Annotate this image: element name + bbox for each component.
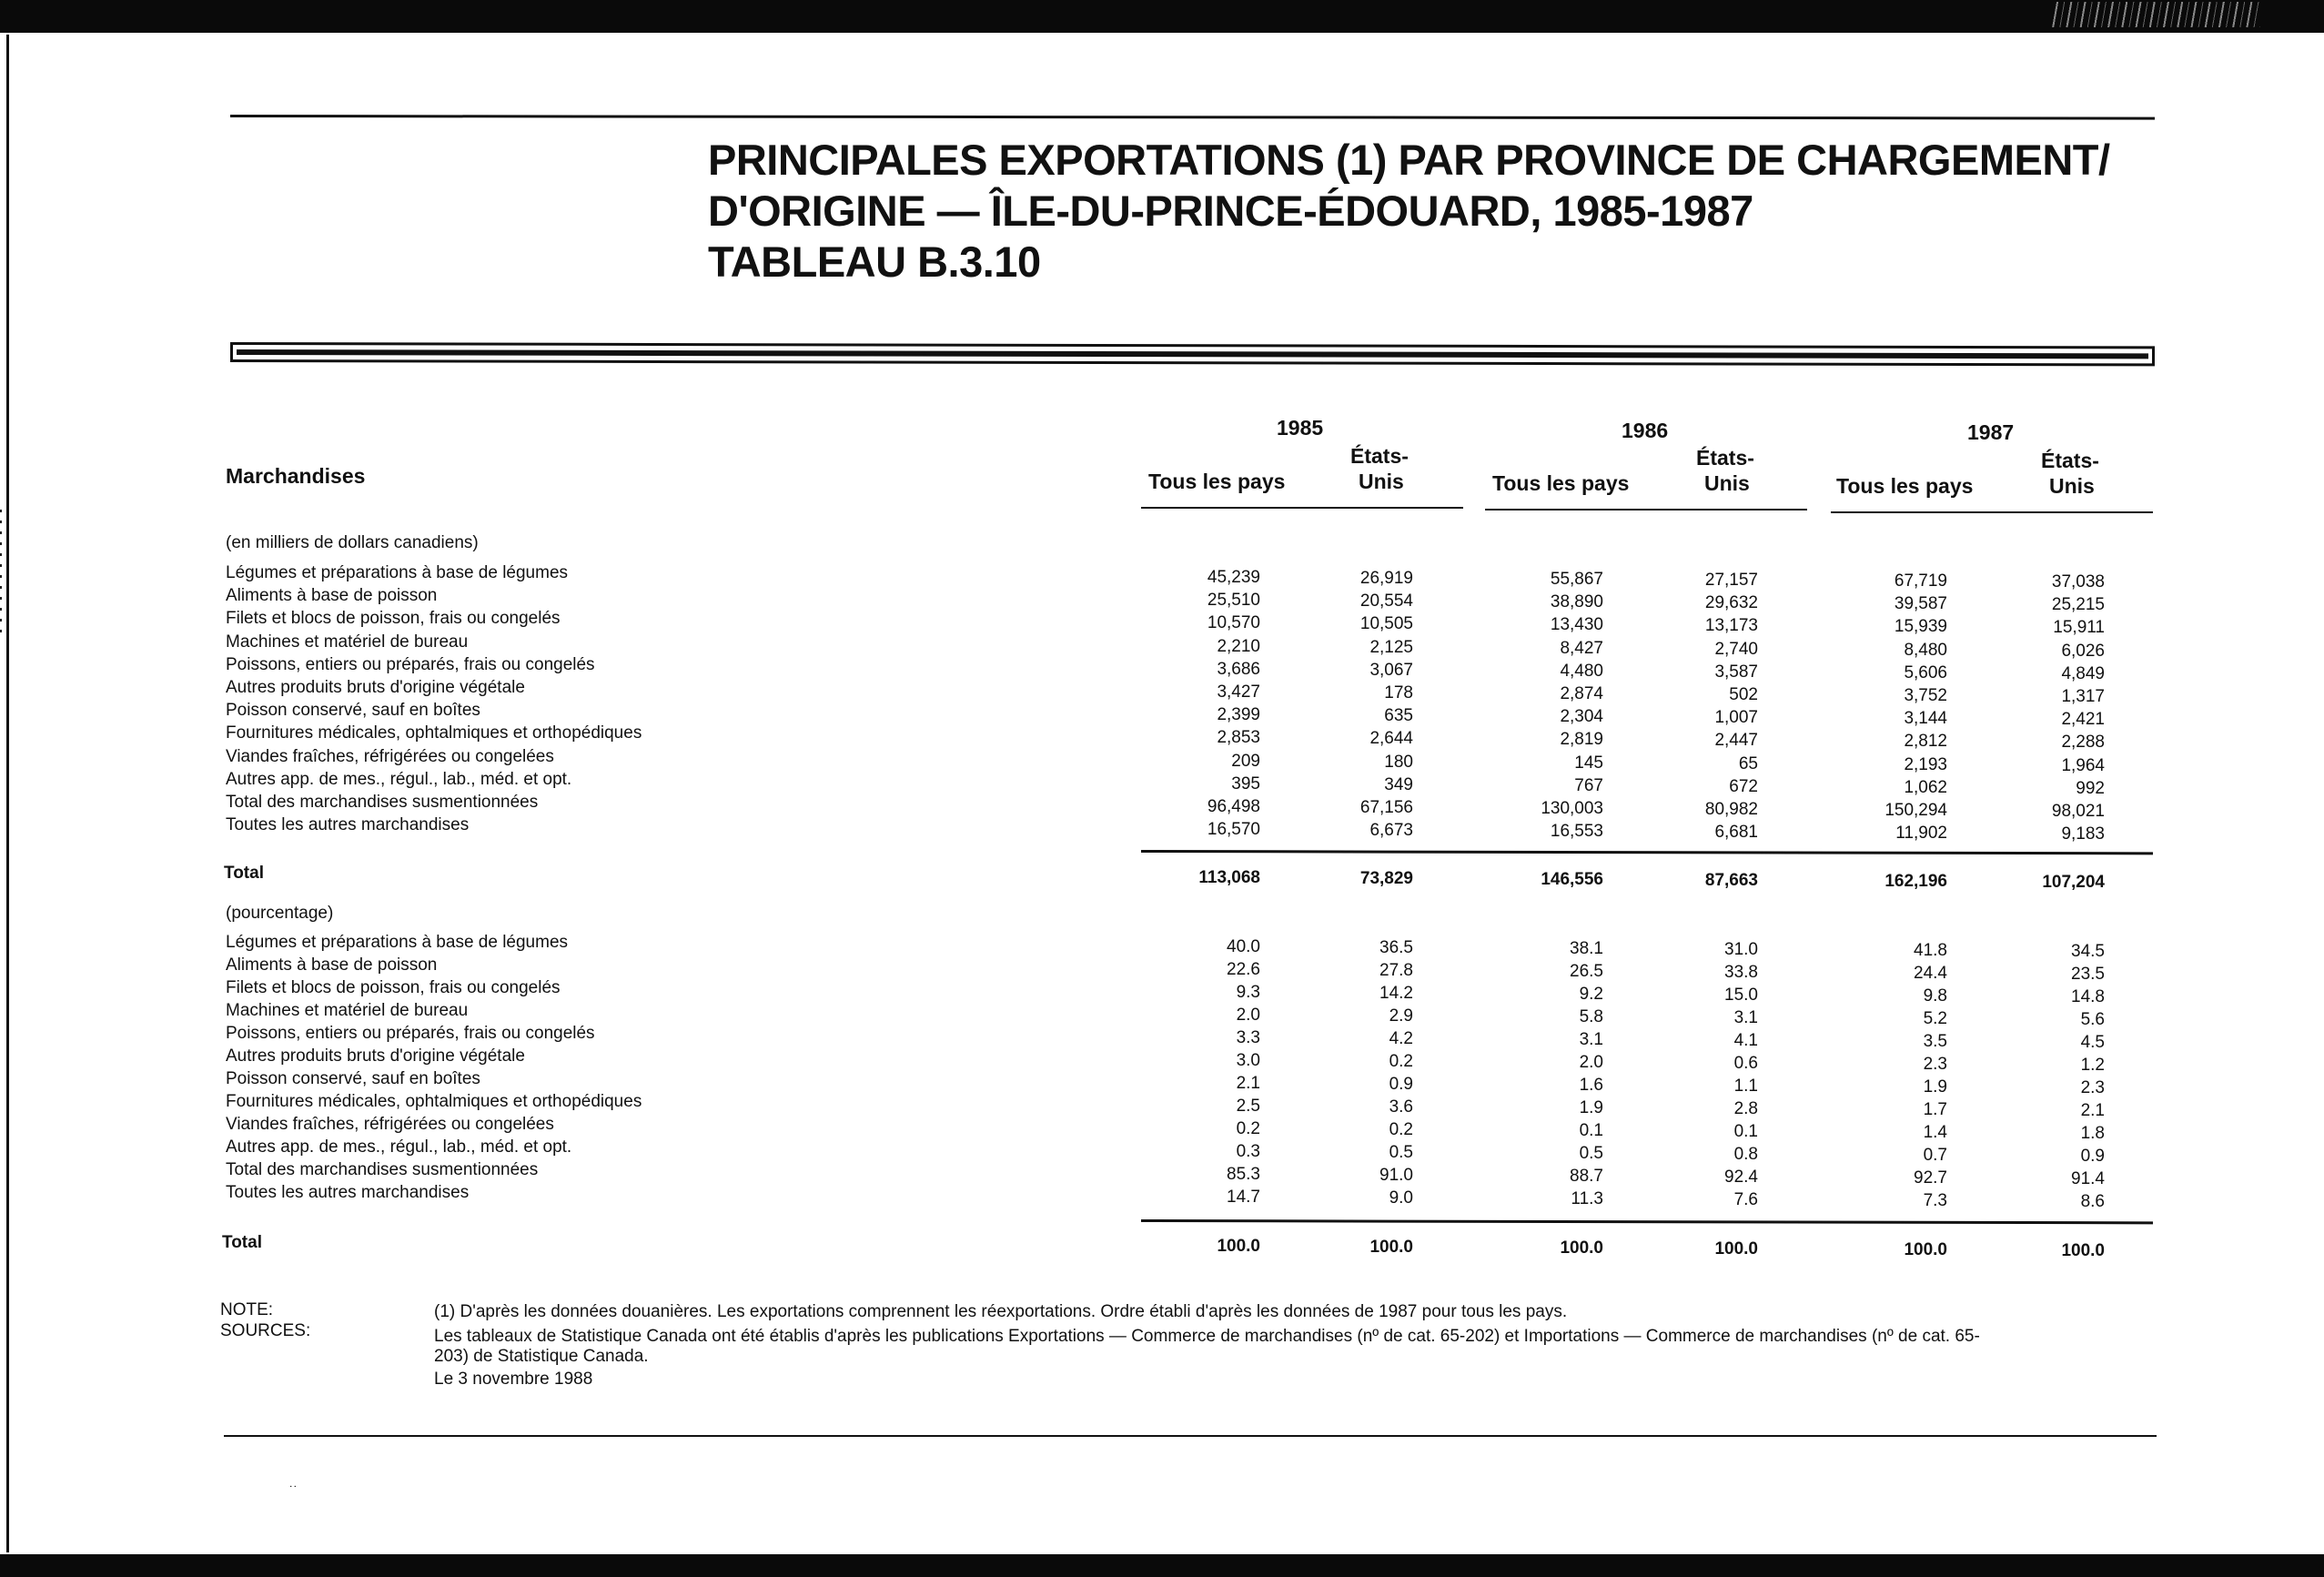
cell-value: 8,480 [1904, 640, 1947, 660]
header-1986-us-2: Unis [1704, 471, 1750, 495]
top-rule [230, 115, 2155, 120]
total-cell: 73,829 [1359, 869, 1413, 888]
values-total-label: Total [224, 864, 264, 883]
cell-value: 25,215 [2051, 595, 2105, 615]
cell-value: 7.3 [1923, 1191, 1947, 1210]
cell-value: 88.7 [1570, 1167, 1603, 1186]
cell-value: 33.8 [1724, 963, 1758, 982]
cell-value: 0.2 [1389, 1120, 1413, 1139]
cell-value: 130,003 [1541, 799, 1603, 818]
cell-value: 180 [1384, 752, 1413, 772]
row-label: Autres produits bruts d'origine végétale [226, 1046, 525, 1066]
bottom-rule [224, 1435, 2157, 1437]
cell-value: 150,294 [1884, 801, 1947, 820]
section-percent-label: (pourcentage) [226, 904, 334, 923]
cell-value: 26,919 [1359, 569, 1413, 588]
total-cell: 113,068 [1198, 868, 1260, 887]
note-label: NOTE: [220, 1300, 274, 1319]
cell-value: 4,480 [1560, 661, 1603, 681]
cell-value: 1.2 [2080, 1056, 2105, 1075]
cell-value: 15,911 [2053, 618, 2105, 638]
cell-value: 3.5 [1923, 1032, 1947, 1051]
cell-value: 14.8 [2071, 987, 2105, 1006]
row-label: Aliments à base de poisson [226, 586, 438, 606]
scan-noise [2051, 2, 2260, 27]
row-label: Aliments à base de poisson [226, 955, 438, 975]
cell-value: 40.0 [1227, 937, 1260, 956]
header-1986-all: Tous les pays [1492, 471, 1630, 495]
heavy-divider-bar [230, 342, 2155, 366]
header-year-1985: 1985 [1277, 416, 1324, 440]
cell-value: 5.2 [1923, 1009, 1947, 1028]
header-1987-all: Tous les pays [1836, 474, 1974, 498]
cell-value: 25,510 [1207, 591, 1260, 611]
cell-value: 145 [1574, 753, 1603, 773]
cell-value: 34.5 [2071, 942, 2105, 961]
cell-value: 349 [1384, 774, 1413, 794]
scan-left-edge [6, 35, 9, 1552]
cell-value: 65 [1738, 753, 1758, 773]
row-label: Machines et matériel de bureau [226, 632, 469, 652]
cell-value: 24.4 [1914, 964, 1947, 983]
cell-value: 2.3 [1923, 1055, 1947, 1074]
cell-value: 26.5 [1570, 962, 1603, 981]
cell-value: 4.2 [1389, 1029, 1413, 1048]
cell-value: 2,447 [1714, 731, 1758, 751]
title-line-2: D'ORIGINE — ÎLE-DU-PRINCE-ÉDOUARD, 1985-1987 [708, 187, 1753, 235]
header-1987-us-2: Unis [2049, 474, 2095, 498]
cell-value: 8.6 [2080, 1192, 2105, 1211]
cell-value: 2,288 [2061, 733, 2105, 753]
cell-value: 13,430 [1550, 615, 1603, 635]
row-label: Viandes fraîches, réfrigérées ou congelées [226, 1115, 554, 1134]
row-label: Machines et matériel de bureau [226, 1001, 469, 1020]
cell-value: 8,427 [1560, 638, 1603, 658]
cell-value: 2.0 [1236, 1006, 1260, 1025]
cell-value: 9.3 [1236, 983, 1260, 1002]
cell-value: 4.1 [1733, 1031, 1758, 1050]
cell-value: 5,606 [1904, 662, 1947, 682]
header-1985-us-1: États- [1350, 444, 1409, 468]
cell-value: 3.1 [1579, 1030, 1603, 1049]
cell-value: 1.9 [1923, 1077, 1947, 1097]
sources-date: Le 3 novembre 1988 [434, 1370, 593, 1389]
underline-1987 [1831, 511, 2153, 513]
cell-value: 3.0 [1236, 1051, 1260, 1070]
cell-value: 23.5 [2071, 965, 2105, 984]
row-label: Filets et blocs de poisson, frais ou congelés [226, 978, 561, 997]
row-label: Viandes fraîches, réfrigérées ou congelées [226, 746, 554, 766]
cell-value: 39,587 [1894, 594, 1947, 614]
scan-speck: ˙˙ [289, 1483, 298, 1498]
cell-value: 178 [1384, 683, 1413, 703]
cell-value: 29,632 [1704, 593, 1758, 613]
document-title [708, 135, 2182, 288]
row-label: Toutes les autres marchandises [226, 1183, 470, 1202]
cell-value: 10,570 [1207, 613, 1260, 633]
cell-value: 1.9 [1579, 1098, 1603, 1117]
cell-value: 1,317 [2061, 687, 2105, 706]
cell-value: 0.7 [1923, 1146, 1947, 1165]
sources-label: SOURCES: [220, 1321, 311, 1340]
percent-total-label: Total [222, 1233, 262, 1252]
row-label: Total des marchandises susmentionnées [226, 1160, 539, 1179]
cell-value: 209 [1231, 751, 1260, 771]
header-year-1986: 1986 [1622, 419, 1669, 442]
underline-1985 [1141, 507, 1463, 509]
cell-value: 6,673 [1369, 821, 1413, 841]
cell-value: 11,902 [1895, 824, 1947, 844]
cell-value: 15.0 [1724, 986, 1758, 1005]
cell-value: 1,964 [2061, 755, 2105, 775]
total-cell: 146,556 [1541, 870, 1603, 889]
cell-value: 3,067 [1369, 660, 1413, 680]
cell-value: 96,498 [1207, 797, 1260, 816]
cell-value: 14.2 [1379, 984, 1413, 1003]
sources-line-2: 203) de Statistique Canada. [434, 1347, 649, 1366]
cell-value: 10,505 [1359, 614, 1413, 634]
cell-value: 3.6 [1389, 1097, 1413, 1117]
cell-value: 45,239 [1207, 568, 1260, 587]
row-label: Fournitures médicales, ophtalmiques et orthopédiques [226, 723, 642, 743]
total-cell: 100.0 [1560, 1238, 1603, 1258]
header-marchandises: Marchandises [226, 464, 366, 488]
cell-value: 9.2 [1579, 985, 1603, 1004]
row-label: Légumes et préparations à base de légumes [226, 563, 569, 582]
total-cell: 100.0 [1369, 1238, 1413, 1257]
cell-value: 11.3 [1571, 1189, 1603, 1208]
section-values-label: (en milliers de dollars canadiens) [226, 533, 479, 552]
cell-value: 1.1 [1733, 1077, 1758, 1096]
cell-value: 0.6 [1733, 1054, 1758, 1073]
cell-value: 2.1 [2080, 1101, 2105, 1120]
cell-value: 2,399 [1217, 705, 1260, 725]
row-label: Filets et blocs de poisson, frais ou congelés [226, 609, 561, 629]
total-cell: 100.0 [1904, 1240, 1947, 1259]
header-year-1987: 1987 [1967, 420, 2015, 444]
cell-value: 13,173 [1704, 616, 1758, 636]
cell-value: 1.4 [1923, 1123, 1947, 1142]
total-cell: 100.0 [2061, 1241, 2105, 1260]
row-label: Toutes les autres marchandises [226, 815, 470, 835]
cell-value: 91.0 [1379, 1166, 1413, 1185]
header-1987-us-1: États- [2041, 449, 2099, 472]
cell-value: 0.3 [1236, 1142, 1260, 1161]
total-rule-percent [1141, 1219, 2153, 1224]
cell-value: 22.6 [1227, 960, 1260, 979]
cell-value: 2,304 [1560, 707, 1603, 727]
cell-value: 0.5 [1389, 1143, 1413, 1162]
header-1985-all: Tous les pays [1148, 470, 1286, 493]
cell-value: 0.5 [1579, 1144, 1603, 1163]
scan-bottom-edge [0, 1554, 2324, 1577]
cell-value: 2.5 [1236, 1097, 1260, 1116]
cell-value: 1,007 [1714, 708, 1758, 728]
cell-value: 2,644 [1369, 729, 1413, 749]
cell-value: 92.7 [1914, 1168, 1947, 1188]
cell-value: 2,210 [1217, 636, 1260, 656]
cell-value: 3,752 [1904, 686, 1947, 705]
cell-value: 502 [1729, 685, 1758, 704]
cell-value: 1.6 [1579, 1076, 1603, 1095]
cell-value: 0.8 [1733, 1145, 1758, 1164]
cell-value: 0.2 [1389, 1052, 1413, 1071]
cell-value: 85.3 [1227, 1165, 1260, 1184]
cell-value: 0.1 [1733, 1122, 1758, 1141]
scan-top-edge [0, 0, 2324, 33]
cell-value: 0.1 [1579, 1121, 1603, 1140]
cell-value: 41.8 [1914, 941, 1947, 960]
sources-line-1: Les tableaux de Statistique Canada ont été établis d'après les publications Exportations — Commerce de marchandises (nº de cat. 65-202) et Importations — Commerce de marchandises (nº de cat. 65- [434, 1327, 1980, 1346]
cell-value: 91.4 [2071, 1169, 2105, 1188]
cell-value: 3,587 [1714, 662, 1758, 682]
cell-value: 3,144 [1904, 709, 1947, 729]
cell-value: 4,849 [2061, 663, 2105, 683]
cell-value: 15,939 [1894, 617, 1947, 637]
cell-value: 2,193 [1904, 754, 1947, 774]
cell-value: 80,982 [1704, 800, 1758, 819]
cell-value: 1.7 [1923, 1100, 1947, 1119]
cell-value: 635 [1384, 706, 1413, 726]
cell-value: 3,427 [1217, 682, 1260, 702]
total-cell: 107,204 [2042, 873, 2105, 892]
underline-1986 [1485, 509, 1807, 511]
row-label: Poisson conservé, sauf en boîtes [226, 701, 480, 721]
cell-value: 2,421 [2061, 710, 2105, 730]
cell-value: 9.8 [1923, 986, 1947, 1006]
header-1985-us-2: Unis [1359, 470, 1404, 493]
cell-value: 67,719 [1894, 571, 1947, 591]
cell-value: 2.1 [1236, 1074, 1260, 1093]
cell-value: 395 [1231, 773, 1260, 794]
row-label: Autres app. de mes., régul., lab., méd. et opt. [226, 1137, 572, 1157]
total-cell: 162,196 [1884, 872, 1947, 891]
cell-value: 6,026 [2061, 641, 2105, 661]
cell-value: 36.5 [1379, 938, 1413, 957]
cell-value: 27.8 [1379, 961, 1413, 980]
cell-value: 0.2 [1236, 1119, 1260, 1138]
cell-value: 92.4 [1724, 1168, 1758, 1187]
cell-value: 2.8 [1733, 1099, 1758, 1118]
cell-value: 9.0 [1389, 1188, 1413, 1208]
cell-value: 55,867 [1550, 570, 1603, 589]
note-text: (1) D'après les données douanières. Les exportations comprennent les réexportations. Ordre établi d'après les données de 1987 pour tous les pays. [434, 1302, 1568, 1321]
cell-value: 7.6 [1733, 1190, 1758, 1209]
row-label: Poisson conservé, sauf en boîtes [226, 1069, 480, 1088]
cell-value: 767 [1574, 775, 1603, 795]
cell-value: 37,038 [2051, 572, 2105, 591]
cell-value: 38,890 [1550, 592, 1603, 612]
cell-value: 1.8 [2080, 1124, 2105, 1143]
cell-value: 31.0 [1724, 940, 1758, 959]
cell-value: 3.3 [1236, 1028, 1260, 1047]
cell-value: 2,740 [1714, 639, 1758, 659]
cell-value: 672 [1729, 776, 1758, 796]
cell-value: 4.5 [2080, 1033, 2105, 1052]
row-label: Légumes et préparations à base de légumes [226, 933, 569, 952]
row-label: Autres app. de mes., régul., lab., méd. et opt. [226, 769, 572, 789]
total-cell: 100.0 [1217, 1237, 1260, 1256]
cell-value: 27,157 [1704, 571, 1758, 590]
cell-value: 0.9 [1389, 1075, 1413, 1094]
cell-value: 2.3 [2080, 1078, 2105, 1097]
cell-value: 0.9 [2080, 1147, 2105, 1166]
cell-value: 2,874 [1560, 684, 1603, 703]
cell-value: 5.8 [1579, 1007, 1603, 1026]
row-label: Autres produits bruts d'origine végétale [226, 678, 525, 697]
total-rule-values [1141, 850, 2153, 854]
cell-value: 2.9 [1389, 1006, 1413, 1026]
cell-value: 67,156 [1359, 798, 1413, 817]
heavy-divider-inner [237, 349, 2148, 359]
title-line-3: TABLEAU B.3.10 [708, 238, 1041, 286]
cell-value: 9,183 [2061, 824, 2105, 844]
cell-value: 16,570 [1207, 820, 1260, 840]
row-label: Fournitures médicales, ophtalmiques et orthopédiques [226, 1092, 642, 1111]
cell-value: 2,853 [1217, 728, 1260, 748]
row-label: Total des marchandises susmentionnées [226, 793, 539, 812]
cell-value: 2,812 [1904, 732, 1947, 752]
cell-value: 2,125 [1369, 637, 1413, 657]
row-label: Poissons, entiers ou préparés, frais ou congelés [226, 654, 595, 674]
cell-value: 14.7 [1227, 1188, 1260, 1207]
cell-value: 2.0 [1579, 1053, 1603, 1072]
total-cell: 100.0 [1714, 1239, 1758, 1259]
scan-left-dots [0, 510, 2, 637]
cell-value: 20,554 [1359, 591, 1413, 612]
cell-value: 5.6 [2080, 1010, 2105, 1029]
cell-value: 3.1 [1733, 1008, 1758, 1027]
cell-value: 6,681 [1714, 823, 1758, 843]
header-1986-us-1: États- [1696, 446, 1754, 470]
cell-value: 38.1 [1570, 939, 1603, 958]
cell-value: 98,021 [2051, 802, 2105, 821]
total-cell: 87,663 [1704, 871, 1758, 890]
cell-value: 1,062 [1904, 777, 1947, 797]
cell-value: 2,819 [1560, 730, 1603, 750]
cell-value: 992 [2076, 778, 2105, 798]
row-label: Poissons, entiers ou préparés, frais ou congelés [226, 1024, 595, 1043]
title-line-1: PRINCIPALES EXPORTATIONS (1) PAR PROVINCE DE CHARGEMENT/ [708, 136, 2110, 184]
cell-value: 16,553 [1550, 822, 1603, 842]
cell-value: 3,686 [1217, 659, 1260, 679]
